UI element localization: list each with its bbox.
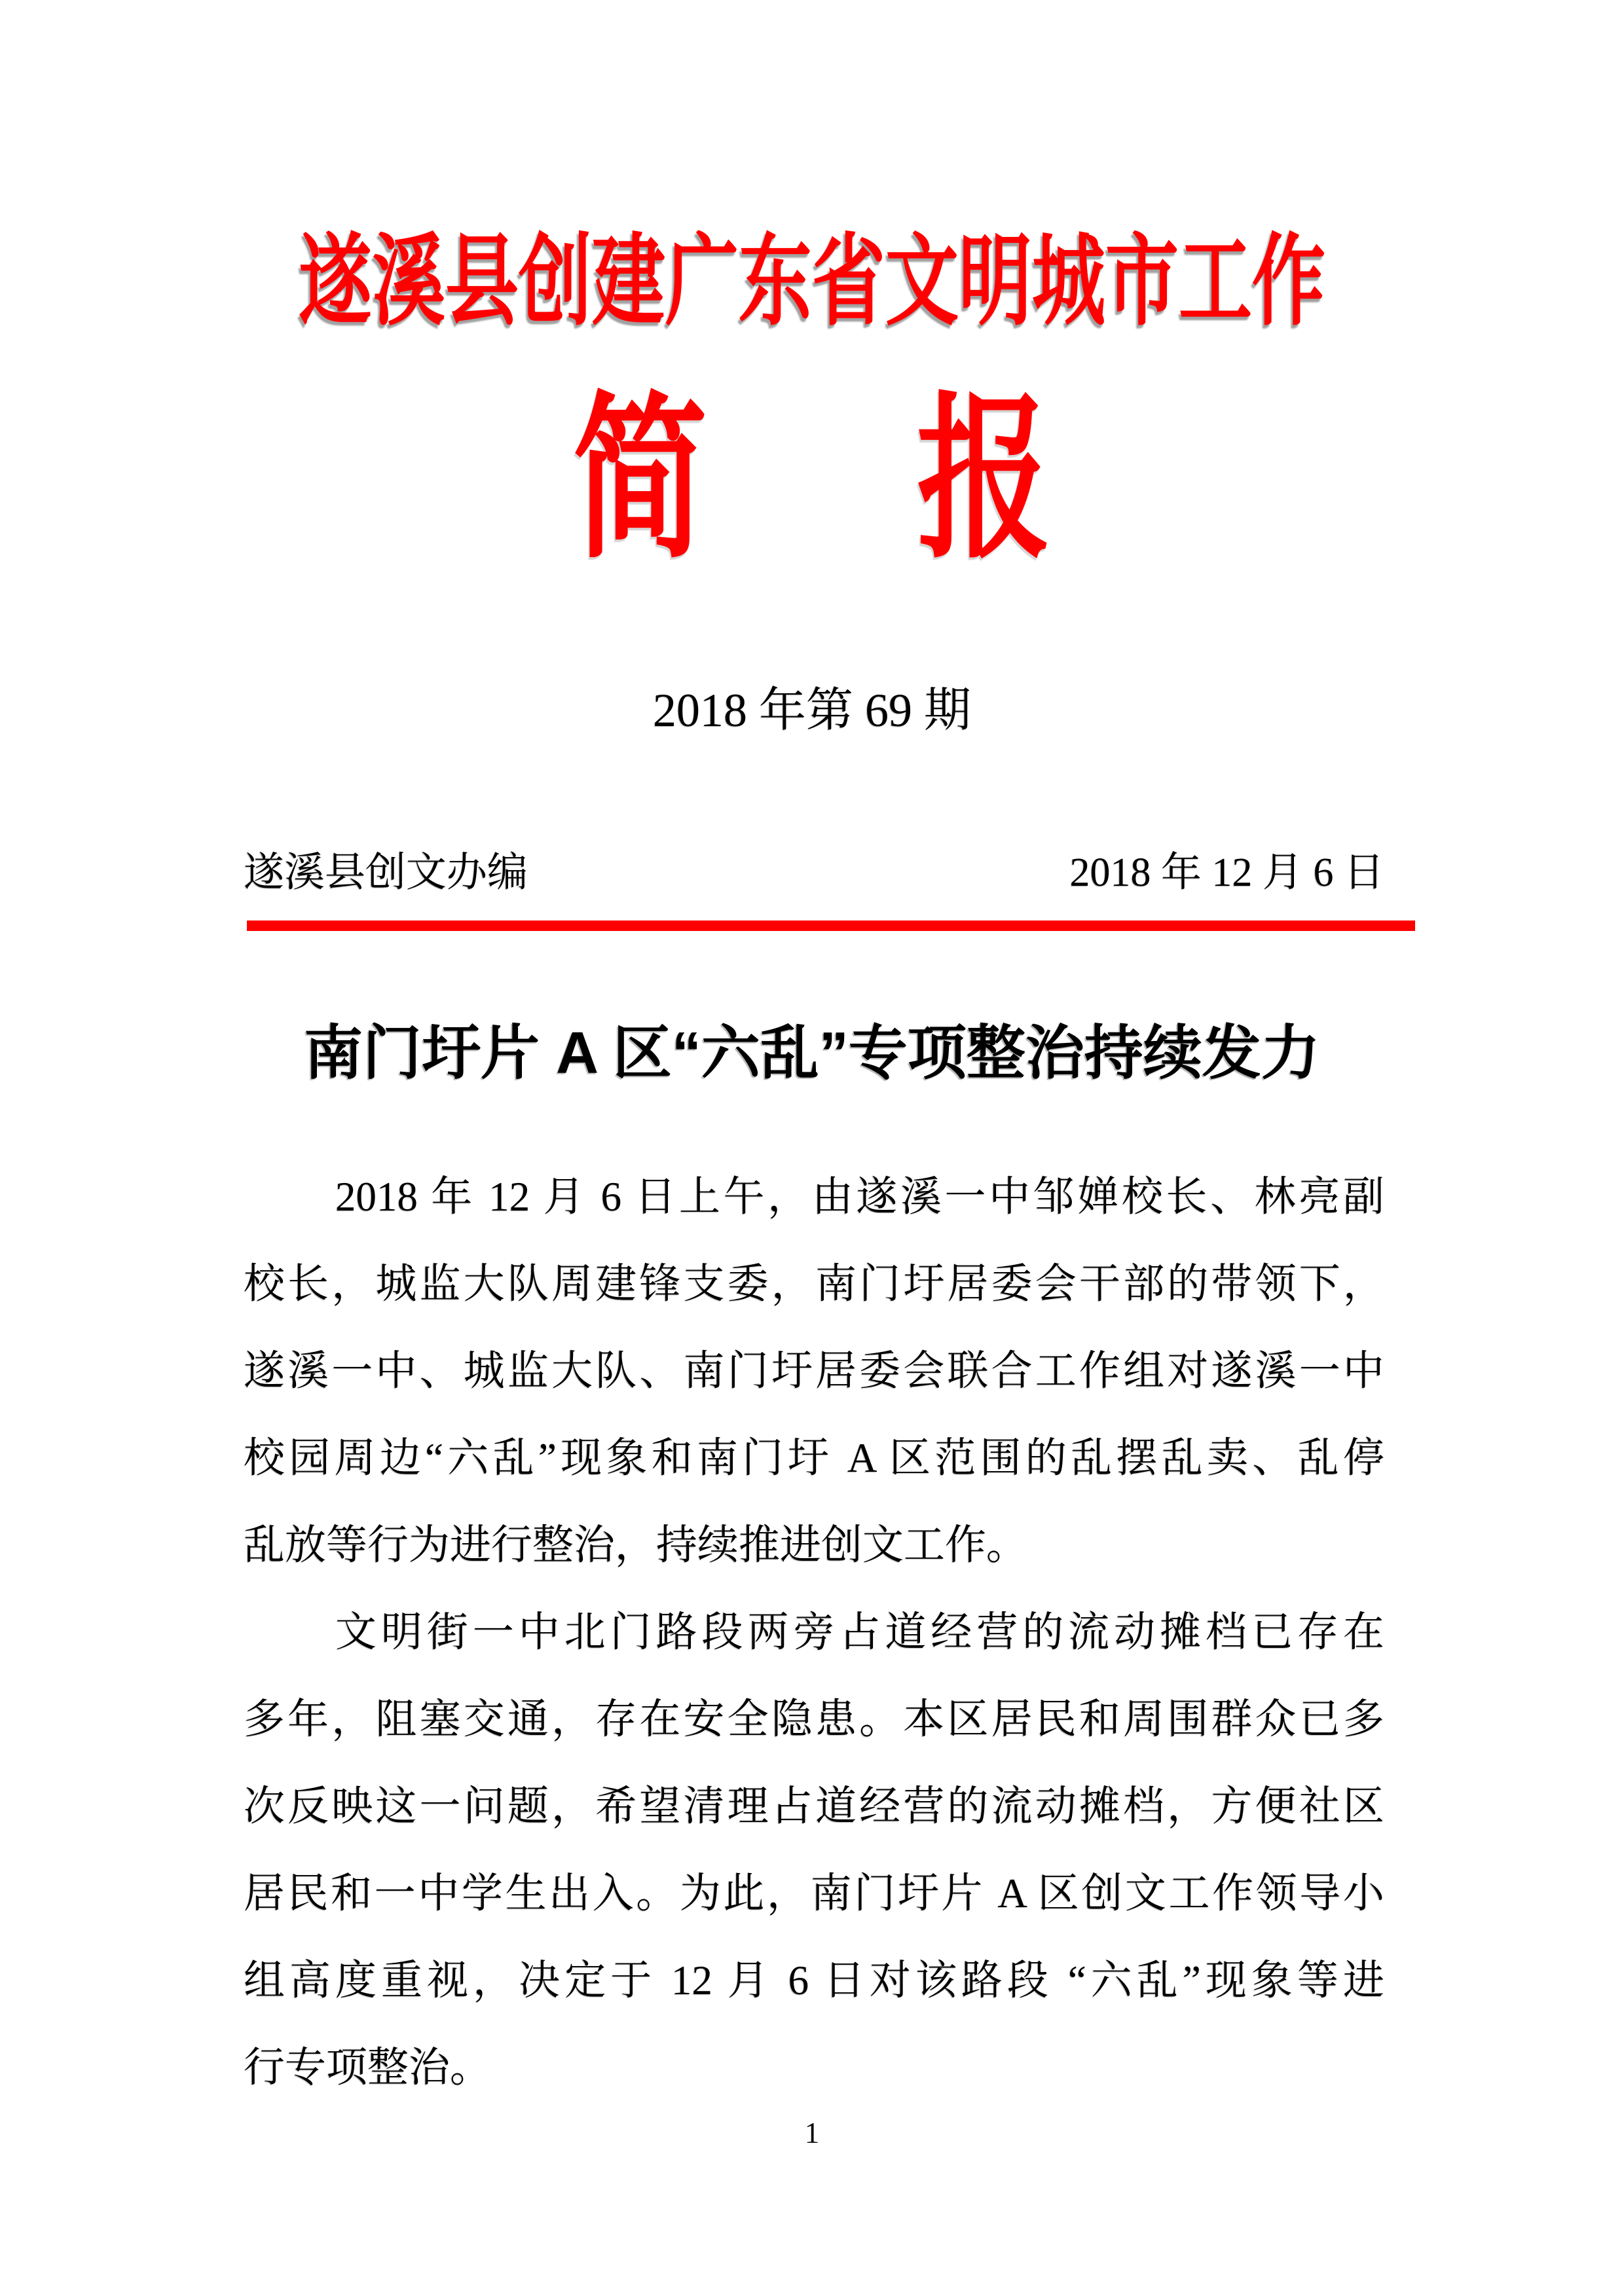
body-line: 文明街一中北门路段两旁占道经营的流动摊档已存在 — [335, 1609, 1384, 1655]
editor-name: 遂溪县创文办编 — [244, 850, 528, 895]
body-line: 行专项整治。 — [244, 2045, 491, 2090]
body-line: 居民和一中学生出入。为此，南门圩片 A 区创文工作领导小 — [244, 1870, 1384, 1916]
body-line: 校园周边“六乱”现象和南门圩 A 区范围的乱摆乱卖、乱停 — [244, 1435, 1384, 1481]
article-body — [244, 1154, 1384, 2111]
bulletin-title — [0, 383, 1624, 580]
body-line: 2018 年 12 月 6 日上午，由遂溪一中邹婵校长、林亮副 — [335, 1174, 1384, 1220]
article-headline: 南门圩片 A 区“六乱”专项整治持续发力 — [304, 1021, 1320, 1086]
body-line: 遂溪一中、城监大队、南门圩居委会联合工作组对遂溪一中 — [244, 1348, 1384, 1394]
page-number: 1 — [804, 2117, 820, 2149]
meta-row — [244, 850, 1384, 896]
page-footer — [0, 2116, 1624, 2150]
bulletin-title-char-1: 简 — [573, 383, 707, 580]
body-line: 次反映这一问题，希望清理占道经营的流动摊档，方便社区 — [244, 1783, 1384, 1829]
body-line: 多年，阻塞交通，存在安全隐患。本区居民和周围群众已多 — [244, 1696, 1384, 1742]
publish-date: 2018 年 12 月 6 日 — [1069, 850, 1384, 895]
body-line: 组高度重视，决定于 12 月 6 日对该路段 “六乱”现象等进 — [244, 1958, 1384, 2003]
body-line: 校长，城监大队周建锋支委，南门圩居委会干部的带领下， — [244, 1261, 1384, 1307]
org-title: 遂溪县创建广东省文明城市工作 — [299, 227, 1325, 338]
bulletin-title-char-2: 报 — [917, 383, 1051, 580]
red-divider-rule — [247, 920, 1415, 931]
body-line: 乱放等行为进行整治，持续推进创文工作。 — [244, 1522, 1027, 1568]
issue-number: 2018 年第 69 期 — [652, 684, 971, 737]
